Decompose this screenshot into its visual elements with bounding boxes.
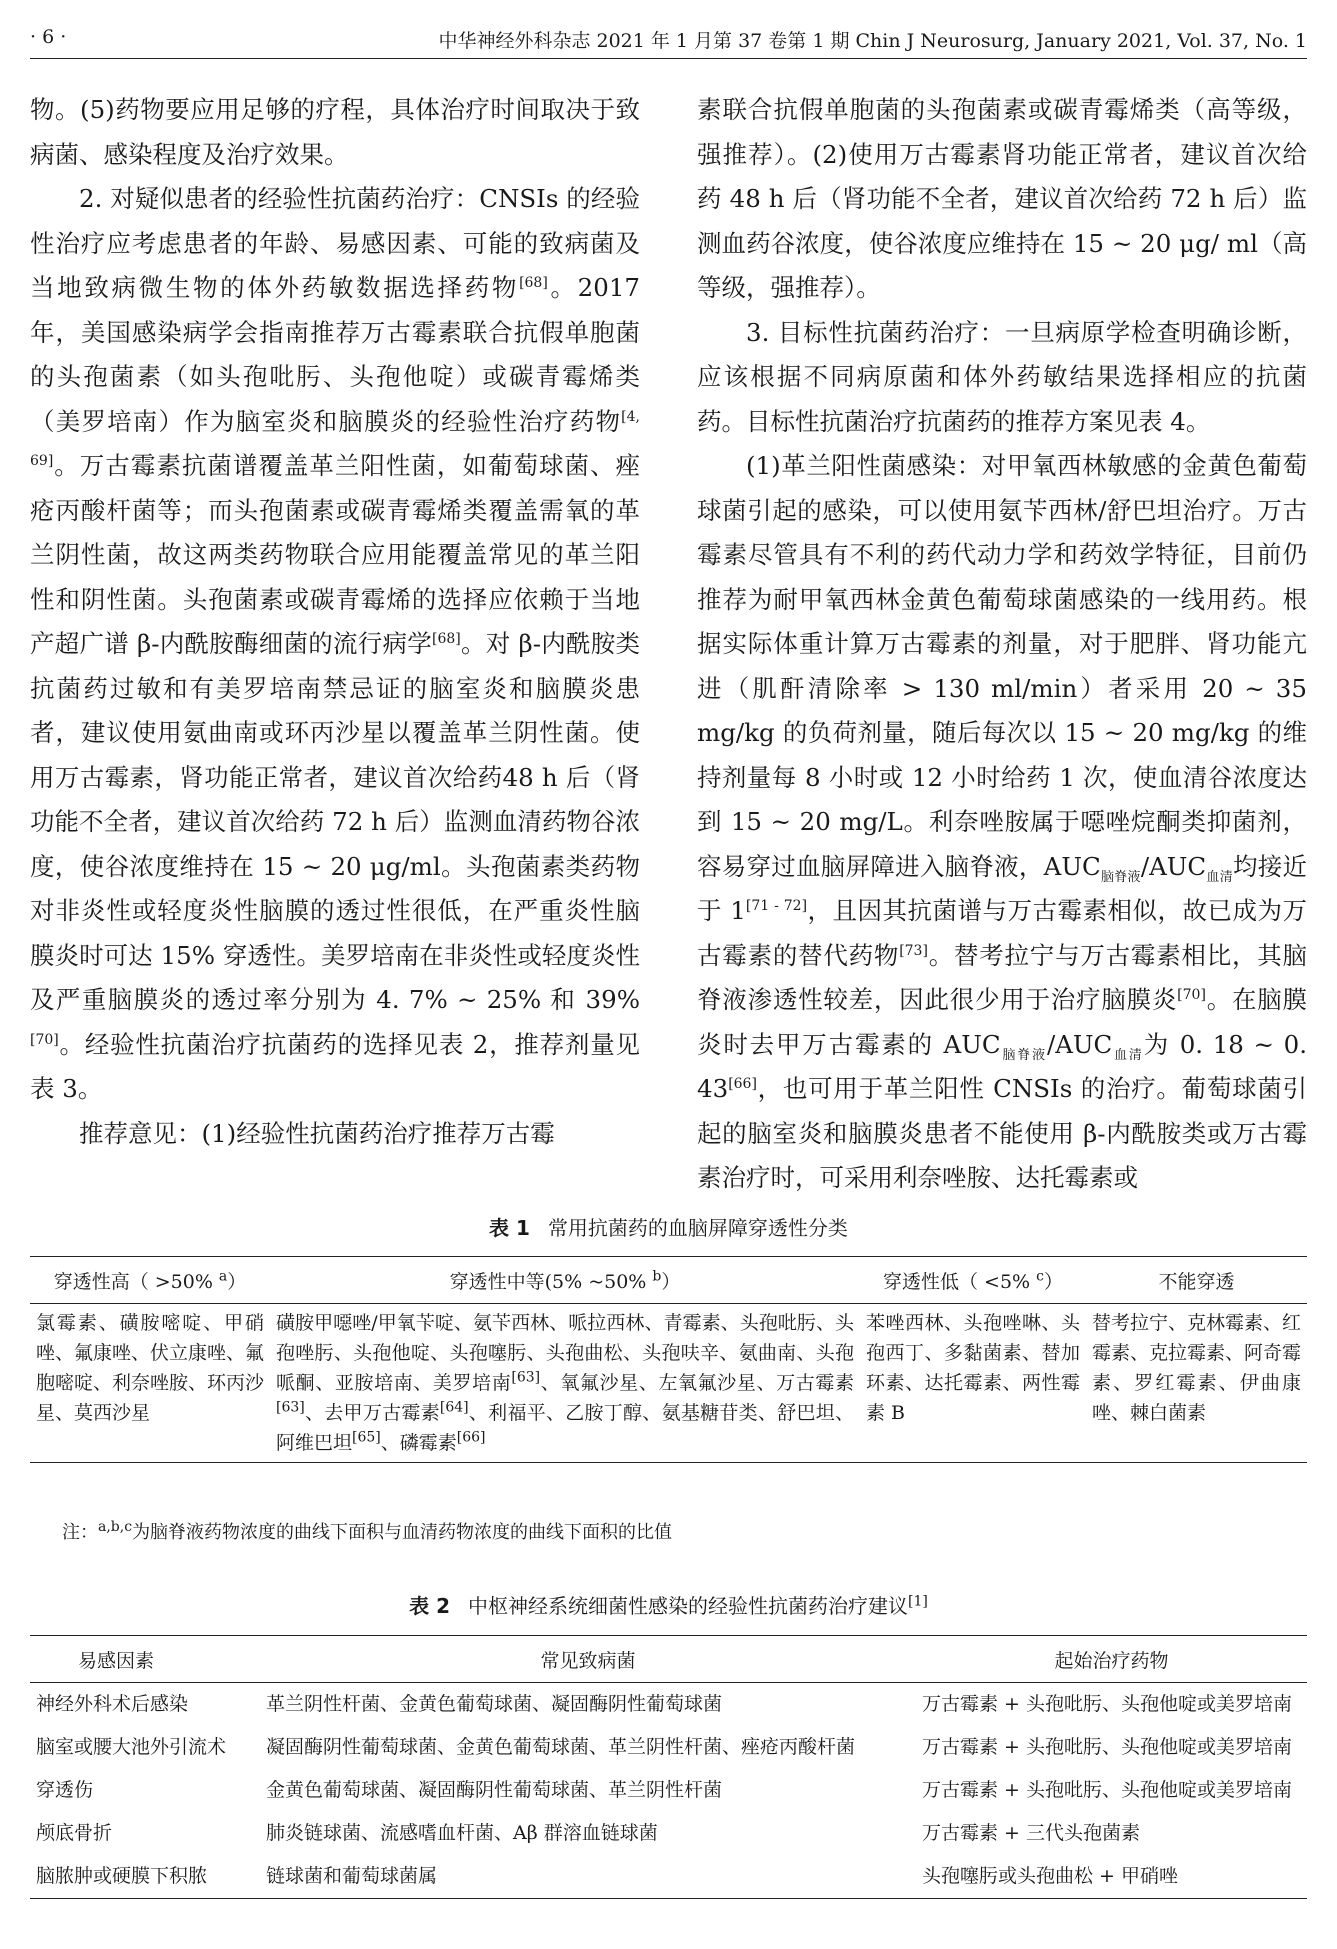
page-header [30,18,1307,59]
table2-cell: 头孢噻肟或头孢曲松 + 甲硝唑 [922,1865,1178,1887]
table2-cell: 万古霉素 + 头孢吡肟、头孢他啶或美罗培南 [922,1736,1293,1758]
journal-info: 中华神经外科杂志 2021 年 1 月第 37 卷第 1 期 Chin J Neurosurg, January 2021, Vol. 37, No. 1 [438,30,1307,52]
table2 [30,1635,1307,1899]
table1-header: 穿透性低（ <5% $^c$） [860,1257,1086,1304]
table2-cell: 神经外科术后感染 [36,1693,189,1715]
table2-title: 中枢神经系统细菌性感染的经验性抗菌药治疗建议[1] [468,1593,928,1618]
table2-row [30,1726,1307,1769]
table1 [30,1256,1307,1463]
table2-caption [30,1590,1307,1619]
page-number: · 6 · [30,26,67,48]
table2-header: 易感因素 [30,1636,260,1683]
table2-cell: 链球菌和葡萄球菌属 [266,1865,438,1887]
table2-cell: 金黄色葡萄球菌、凝固酶阴性葡萄球菌、革兰阴性杆菌 [266,1779,723,1801]
table1-cell: 替考拉宁、克林霉素、红霉素、克拉霉素、阿奇霉素、罗红霉素、伊曲康唑、棘白菌素 [1092,1312,1302,1424]
table2-row [30,1855,1307,1899]
table1-cell: 磺胺甲噁唑/甲氧苄啶、氨苄西林、哌拉西林、青霉素、头孢吡肟、头孢唑肟、头孢他啶、头孢噻肟、头孢曲松、头孢呋辛、氨曲南、头孢哌酮、亚胺培南、美罗培南[63]、氧氟沙星、左氧氟沙星、万古霉素[63]、去甲万古霉素[64]、利福平、乙胺丁醇、氨基糖苷类、舒巴坦、阿维巴坦[65]、磷霉素[66] [276,1312,854,1454]
table1-header: 穿透性中等(5% ~50% $^b$） [270,1257,860,1304]
table2-row [30,1812,1307,1855]
table2-cell: 万古霉素 + 头孢吡肟、头孢他啶或美罗培南 [922,1779,1293,1801]
table1-cell: 氯霉素、磺胺嘧啶、甲硝唑、氟康唑、伏立康唑、氟胞嘧啶、利奈唑胺、环丙沙星、莫西沙星 [36,1312,265,1424]
table1-label: 表 1 [489,1216,530,1240]
table2-cell: 万古霉素 + 三代头孢菌素 [922,1822,1140,1844]
table2-cell: 脑室或腰大池外引流术 [36,1736,227,1758]
table1-note: 注：$^{a,b,c}$为脑脊液药物浓度的曲线下面积与血清药物浓度的曲线下面积的比值 [62,1519,673,1543]
table1-header: 不能穿透 [1086,1257,1307,1304]
paragraph: 2. 对疑似患者的经验性抗菌药治疗：CNSIs 的经验性治疗应考虑患者的年龄、易感因素、可能的致病菌及当地致病微生物的体外药敏数据选择药物[68]。2017 年，美国感染病学会指南推荐万古霉素联合抗假单胞菌的头孢菌素（如头孢吡肟、头孢他啶）或碳青霉烯类（美罗培南）作为脑室炎和脑膜炎的经验性治疗药物[4, 69]。万古霉素抗菌谱覆盖革兰阳性菌，如葡萄球菌、痤疮丙酸杆菌等；而头孢菌素或碳青霉烯类覆盖需氧的革兰阴性菌，故这两类药物联合应用能覆盖常见的革兰阳性和阴性菌。头孢菌素或碳青霉烯的选择应依赖于当地产超广谱 β-内酰胺酶细菌的流行病学[68]。对 β-内酰胺类抗菌药过敏和有美罗培南禁忌证的脑室炎和脑膜炎患者，建议使用氨曲南或环丙沙星以覆盖革兰阴性菌。使用万古霉素，肾功能正常者，建议首次给药48 h 后（肾功能不全者，建议首次给药 72 h 后）监测血清药物谷浓度，使谷浓度维持在 15 ~ 20 μg/ml。头孢菌素类药物对非炎性或轻度炎性脑膜的透过性很低，在严重炎性脑膜炎时可达 15% 穿透性。美罗培南在非炎性或轻度炎性及严重脑膜炎的透过率分别为 4. 7% ~ 25% 和 39%[70]。经验性抗菌治疗抗菌药的选择见表 2，推荐剂量见表 3。 [30,184,641,1103]
table1-title: 常用抗菌药的血脑屏障穿透性分类 [547,1216,848,1240]
table2-cell: 凝固酶阴性葡萄球菌、金黄色葡萄球菌、革兰阴性杆菌、痤疮丙酸杆菌 [266,1736,856,1758]
table2-row [30,1683,1307,1727]
table2-label: 表 2 [409,1594,451,1618]
table2-cell: 肺炎链球菌、流感嗜血杆菌、Aβ 群溶血链球菌 [266,1822,658,1844]
table2-header: 起始治疗药物 [916,1636,1307,1683]
paragraph: (1)革兰阳性菌感染：对甲氧西林敏感的金黄色葡萄球菌引起的感染，可以使用氨苄西林/舒巴坦治疗。万古霉素尽管具有不利的药代动力学和药效学特征，目前仍推荐为耐甲氧西林金黄色葡萄球菌感染的一线用药。根据实际体重计算万古霉素的剂量，对于肥胖、肾功能亢进（肌酐清除率 > 130 ml/min）者采用 20 ~ 35 mg/kg 的负荷剂量，随后每次以 15 ~ 20 mg/kg 的维持剂量每 8 小时或 12 小时给药 1 次，使血清谷浓度达到 15 ~ 20 mg/L。利奈唑胺属于噁唑烷酮类抑菌剂，容易穿过血脑屏障进入脑脊液，$AUC_{脑脊液}/AUC_{血清}$均接近于 1[71 - 72]，且因其抗菌谱与万古霉素相似，故已成为万古霉素的替代药物[73]。替考拉宁与万古霉素相比，其脑脊液渗透性较差，因此很少用于治疗脑膜炎[70]。在脑膜炎时去甲万古霉素的 $AUC_{脑脊液}/AUC_{血清}$为 0. 18 ~ 0. 43[66]，也可用于革兰阳性 CNSIs 的治疗。葡萄球菌引起的脑室炎和脑膜炎患者不能使用 β-内酰胺类或万古霉素治疗时，可采用利奈唑胺、达托霉素或 [697,451,1308,1192]
table1-cell: 苯唑西林、头孢唑啉、头孢西丁、多黏菌素、替加环素、达托霉素、两性霉素 B [866,1312,1080,1424]
table1-header: 穿透性高（ >50% $^a$） [30,1257,270,1304]
table2-row [30,1769,1307,1812]
paragraph: 素联合抗假单胞菌的头孢菌素或碳青霉烯类（高等级，强推荐）。(2)使用万古霉素肾功能正常者，建议首次给药 48 h 后（肾功能不全者，建议首次给药 72 h 后）监测血药谷浓度，使谷浓度应维持在 15 ~ 20 μg/ ml（高等级，强推荐）。 [697,95,1307,302]
paragraph: 物。(5)药物要应用足够的疗程，具体治疗时间取决于致病菌、感染程度及治疗效果。 [30,95,640,169]
table2-cell: 穿透伤 [36,1779,94,1801]
left-column [30,88,640,1156]
right-column [697,88,1307,1201]
paragraph: 3. 目标性抗菌药治疗：一旦病原学检查明确诊断，应该根据不同病原菌和体外药敏结果选择相应的抗菌药。目标性抗菌治疗抗菌药的推荐方案见表 4。 [697,317,1307,436]
table1-row [30,1304,1307,1463]
table2-header: 常见致病菌 [260,1636,916,1683]
table1-caption [30,1212,1307,1241]
paragraph: 推荐意见：(1)经验性抗菌药治疗推荐万古霉 [79,1118,555,1148]
table2-cell: 万古霉素 + 头孢吡肟、头孢他啶或美罗培南 [922,1693,1293,1715]
table2-cell: 颅底骨折 [36,1822,113,1844]
table2-cell: 革兰阴性杆菌、金黄色葡萄球菌、凝固酶阴性葡萄球菌 [266,1693,723,1715]
table2-cell: 脑脓肿或硬膜下积脓 [36,1865,208,1887]
